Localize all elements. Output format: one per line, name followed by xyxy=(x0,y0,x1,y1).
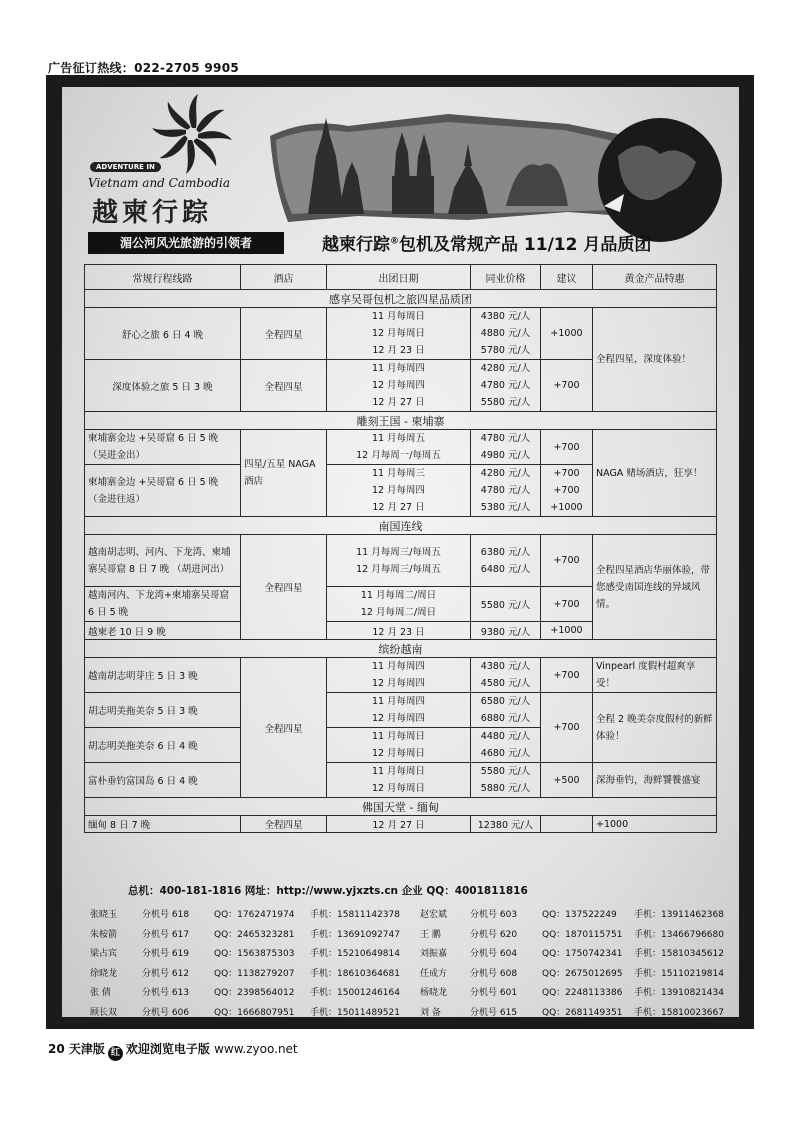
price-line: 5380 元/人 xyxy=(480,502,531,513)
dates-cell: 12 月 27 日 xyxy=(327,816,471,833)
date-line: 12 月 27 日 xyxy=(372,397,425,408)
section-title: 缤纷越南 xyxy=(85,640,717,658)
feature-cell: Vinpearl 度假村超爽享受！ xyxy=(593,658,717,693)
qq-number: QQ：2398564012 xyxy=(214,988,295,998)
headline-rest: 包机及常规产品 11/12 月品质团 xyxy=(399,235,652,255)
staff-name: 徐晓龙 xyxy=(90,968,118,979)
staff-name: 任成方 xyxy=(420,968,448,979)
route-name: 越南河内、下龙湾+柬埔寨吴哥窟 6 日 5 晚 xyxy=(85,587,241,622)
route-name: 胡志明美拖美奈 5 日 3 晚 xyxy=(85,693,241,728)
mobile: 手机：15110219814 xyxy=(634,968,724,979)
qq-number: QQ：1563875303 xyxy=(214,949,295,959)
price-line: 6880 元/人 xyxy=(480,713,531,724)
sunburst-logo-icon xyxy=(146,92,238,174)
extension: 分机号 608 xyxy=(470,968,518,979)
hotel-cell: 全程四星 xyxy=(241,658,327,798)
price-line: 4580 元/人 xyxy=(480,678,531,689)
main-contact-line: 总机：400-181-1816 网址：http://www.yjxzts.cn 企业 QQ：4001811816 xyxy=(128,885,528,897)
price-cell xyxy=(471,360,541,412)
price-cell xyxy=(471,465,541,517)
price-line: 4680 元/人 xyxy=(480,748,531,759)
headline-brand: 越柬行踪 xyxy=(322,235,390,255)
extension: 分机号 603 xyxy=(470,910,518,920)
price-line: 4780 元/人 xyxy=(480,380,531,391)
table-header-row xyxy=(85,265,717,290)
suggest-cell: +1000 xyxy=(541,622,593,640)
date-line: 11 月每周四 xyxy=(371,696,426,707)
extension: 分机号 618 xyxy=(142,910,190,920)
staff-name: 张晓玉 xyxy=(90,910,118,920)
staff-name: 梁占宾 xyxy=(90,949,118,959)
price-line: 4280 元/人 xyxy=(480,363,531,374)
suggest-cell: +700 xyxy=(541,587,593,622)
mobile: 手机：18610364681 xyxy=(310,968,400,979)
route-name: 缅甸 8 日 7 晚 xyxy=(85,816,241,833)
extension: 分机号 619 xyxy=(142,949,190,959)
suggest-cell: +700 xyxy=(541,430,593,465)
price-cell xyxy=(471,308,541,360)
slogan-bar: 湄公河风光旅游的引领者 xyxy=(88,232,284,254)
logo-english-name: Vietnam and Cambodia xyxy=(88,176,230,190)
extension: 分机号 617 xyxy=(142,929,190,940)
page-headline xyxy=(322,230,651,255)
staff-name: 朱桉箭 xyxy=(90,929,118,940)
qq-number: QQ：2675012695 xyxy=(542,968,623,979)
route-name: 深度体验之旅 5 日 3 晚 xyxy=(85,360,241,412)
suggest-line: +700 xyxy=(553,485,580,496)
footer-text: 欢迎浏览电子版 xyxy=(125,1042,210,1056)
mobile: 手机：15811142378 xyxy=(310,910,400,920)
price-line: 4980 元/人 xyxy=(480,450,531,461)
section-title: 感享吴哥包机之旅四星品质团 xyxy=(85,290,717,308)
route-name: 越柬老 10 日 9 晚 xyxy=(85,622,241,640)
dates-cell xyxy=(327,360,471,412)
date-line: 12 月每周日 xyxy=(371,328,426,339)
mobile: 手机：13911462368 xyxy=(634,910,724,920)
product-table xyxy=(84,264,717,833)
suggest-cell: +700 xyxy=(541,360,593,412)
qq-number: QQ：1762471974 xyxy=(214,910,295,920)
date-line: 11 月每周日 xyxy=(371,731,426,742)
dates-cell xyxy=(327,728,471,763)
brand-logo xyxy=(88,92,248,232)
price-cell: 5580 元/人 xyxy=(471,587,541,622)
suggest-extra: +1000 xyxy=(593,816,717,833)
page-footer xyxy=(48,1040,298,1061)
table-row xyxy=(85,308,717,360)
qq-number: QQ：1750742341 xyxy=(542,949,623,959)
price-line: 4280 元/人 xyxy=(480,468,531,479)
registered-mark: ® xyxy=(390,236,399,247)
price-cell xyxy=(471,658,541,693)
date-line: 12 月 23 日 xyxy=(372,345,425,356)
dates-cell xyxy=(327,465,471,517)
suggest-line: +1000 xyxy=(550,502,583,513)
hotel-cell: 全程四星 xyxy=(241,308,327,360)
mobile: 手机：13910821434 xyxy=(634,988,724,998)
price-line: 4880 元/人 xyxy=(480,328,531,339)
date-line: 12 月每周日 xyxy=(371,748,426,759)
route-name: 越南胡志明、河内、下龙湾、柬埔寨吴哥窟 8 日 7 晚 （胡进河出） xyxy=(85,535,241,587)
extension: 分机号 604 xyxy=(470,949,518,959)
section-title: 南国连线 xyxy=(85,517,717,535)
staff-name: 张 倩 xyxy=(90,988,111,998)
ad-hotline: 广告征订热线：022-2705 9905 xyxy=(48,61,240,75)
price-line: 5880 元/人 xyxy=(480,783,531,794)
suggest-cell: +700 xyxy=(541,535,593,587)
table-row xyxy=(85,816,717,833)
section-title: 佛国天堂 - 缅甸 xyxy=(85,798,717,816)
route-name: 柬埔寨金边 +吴哥窟 6 日 5 晚（吴进金出） xyxy=(85,430,241,465)
header-dates: 出团日期 xyxy=(327,265,471,290)
date-line: 12 月每周三/每周五 xyxy=(356,563,441,575)
date-line: 12 月每周四 xyxy=(371,678,426,689)
qq-number: QQ：1870115751 xyxy=(542,929,623,940)
date-line: 12 月每周一/每周五 xyxy=(356,450,441,461)
date-line: 11 月每周二/周日 xyxy=(360,590,437,601)
price-line: 5580 元/人 xyxy=(480,397,531,408)
date-line: 11 月每周日 xyxy=(371,766,426,777)
extension: 分机号 620 xyxy=(470,929,518,940)
staff-name: 刘 备 xyxy=(420,1007,441,1018)
qq-number: QQ：2248113386 xyxy=(542,988,623,998)
dates-cell: 12 月 23 日 xyxy=(327,622,471,640)
price-line: 6580 元/人 xyxy=(480,696,531,707)
section-title: 雕刻王国 - 柬埔寨 xyxy=(85,412,717,430)
mobile: 手机：13691092747 xyxy=(310,929,400,940)
table-row xyxy=(85,658,717,693)
price-line: 4780 元/人 xyxy=(480,485,531,496)
header-price: 同业价格 xyxy=(471,265,541,290)
mobile: 手机：15810023667 xyxy=(634,1007,724,1018)
header-route: 常规行程线路 xyxy=(85,265,241,290)
logo-chinese-name: 越柬行踪 xyxy=(92,198,213,228)
price-line: 4480 元/人 xyxy=(480,731,531,742)
date-line: 12 月 27 日 xyxy=(372,502,425,513)
staff-name: 杨晓龙 xyxy=(420,988,448,998)
hotel-cell: 四星/五星 NAGA 酒店 xyxy=(241,430,327,517)
route-name: 富朴垂钓富国岛 6 日 4 晚 xyxy=(85,763,241,798)
feature-cell: 全程 2 晚美奈度假村的新鲜体验！ xyxy=(593,693,717,763)
price-cell xyxy=(471,728,541,763)
price-line: 6380 元/人 xyxy=(480,546,531,558)
dates-cell xyxy=(327,693,471,728)
date-line: 11 月每周三/每周五 xyxy=(356,546,441,558)
price-cell xyxy=(471,763,541,798)
dates-cell xyxy=(327,658,471,693)
route-name: 越南胡志明芽庄 5 日 3 晚 xyxy=(85,658,241,693)
extension: 分机号 615 xyxy=(470,1007,518,1018)
price-line: 4380 元/人 xyxy=(480,661,531,672)
hotel-cell: 全程四星 xyxy=(241,360,327,412)
price-line: 4380 元/人 xyxy=(480,311,531,322)
mobile: 手机：15810345612 xyxy=(634,949,724,959)
price-line: 4780 元/人 xyxy=(480,433,531,444)
extension: 分机号 612 xyxy=(142,968,190,979)
qq-number: QQ：1138279207 xyxy=(214,968,295,979)
extension: 分机号 601 xyxy=(470,988,518,998)
table-row xyxy=(85,430,717,465)
date-line: 12 月每周日 xyxy=(371,783,426,794)
date-line: 11 月每周三 xyxy=(371,468,426,479)
mobile: 手机：15011489521 xyxy=(310,1007,400,1018)
price-line: 6480 元/人 xyxy=(480,563,531,575)
suggest-cell: +700 xyxy=(541,693,593,763)
price-line: 5580 元/人 xyxy=(480,766,531,777)
hotel-cell: 全程四星 xyxy=(241,816,327,833)
date-line: 11 月每周四 xyxy=(371,363,426,374)
route-name: 柬埔寨金边 +吴哥窟 6 日 5 晚（金进往返） xyxy=(85,465,241,517)
temple-globe-banner-image xyxy=(268,96,724,246)
staff-name: 王 鹏 xyxy=(420,929,441,940)
price-cell xyxy=(471,693,541,728)
route-name: 舒心之旅 6 日 4 晚 xyxy=(85,308,241,360)
qq-number: QQ：137522249 xyxy=(542,910,617,920)
suggest-cell xyxy=(541,816,593,833)
badge-icon: 红 xyxy=(108,1046,123,1061)
price-cell: 12380 元/人 xyxy=(471,816,541,833)
date-line: 11 月每周四 xyxy=(371,661,426,672)
header-feature: 黄金产品特惠 xyxy=(593,265,717,290)
date-line: 11 月每周日 xyxy=(371,311,426,322)
table-row xyxy=(85,763,717,798)
suggest-cell: +700 xyxy=(541,658,593,693)
dates-cell xyxy=(327,587,471,622)
qq-number: QQ：2465323281 xyxy=(214,929,295,940)
qq-number: QQ：1666807951 xyxy=(214,1007,295,1018)
dates-cell xyxy=(327,763,471,798)
footer-url[interactable]: www.zyoo.net xyxy=(214,1042,298,1056)
feature-cell: NAGA 赌场酒店，狂享！ xyxy=(593,430,717,517)
mobile: 手机：15001246164 xyxy=(310,988,400,998)
feature-cell: 全程四星酒店华丽体验，带您感受南国连线的异域风情。 xyxy=(593,535,717,640)
mobile: 手机：13466796680 xyxy=(634,929,724,940)
extension: 分机号 606 xyxy=(142,1007,190,1018)
qq-number: QQ：2681149351 xyxy=(542,1007,623,1018)
suggest-cell: +1000 xyxy=(541,308,593,360)
mobile: 手机：15210649814 xyxy=(310,949,400,959)
date-line: 12 月每周四 xyxy=(371,713,426,724)
page-number-edition: 20 天津版 xyxy=(48,1042,105,1056)
suggest-line: +700 xyxy=(553,468,580,479)
extension: 分机号 613 xyxy=(142,988,190,998)
staff-name: 赵宏斌 xyxy=(420,910,448,920)
dates-cell xyxy=(327,535,471,587)
date-line: 11 月每周五 xyxy=(371,433,426,444)
price-line: 5780 元/人 xyxy=(480,345,531,356)
date-line: 12 月每周四 xyxy=(371,380,426,391)
staff-name: 顾长双 xyxy=(90,1007,118,1018)
route-name: 胡志明美拖美奈 6 日 4 晚 xyxy=(85,728,241,763)
logo-tagline: ADVENTURE IN xyxy=(90,162,161,172)
price-cell: 9380 元/人 xyxy=(471,622,541,640)
table-row xyxy=(85,535,717,587)
suggest-cell: +500 xyxy=(541,763,593,798)
date-line: 12 月每周四 xyxy=(371,485,426,496)
feature-cell: 全程四星，深度体验！ xyxy=(593,308,717,412)
header-suggest: 建议 xyxy=(541,265,593,290)
table-row xyxy=(85,693,717,728)
dates-cell xyxy=(327,430,471,465)
price-cell xyxy=(471,535,541,587)
header-hotel: 酒店 xyxy=(241,265,327,290)
price-cell xyxy=(471,430,541,465)
feature-cell: 深海垂钓，海鲜饕餮盛宴 xyxy=(593,763,717,798)
dates-cell xyxy=(327,308,471,360)
staff-name: 刘振嘉 xyxy=(420,949,448,959)
date-line: 12 月每周二/周日 xyxy=(360,607,437,618)
suggest-cell xyxy=(541,465,593,517)
hotel-cell: 全程四星 xyxy=(241,535,327,640)
